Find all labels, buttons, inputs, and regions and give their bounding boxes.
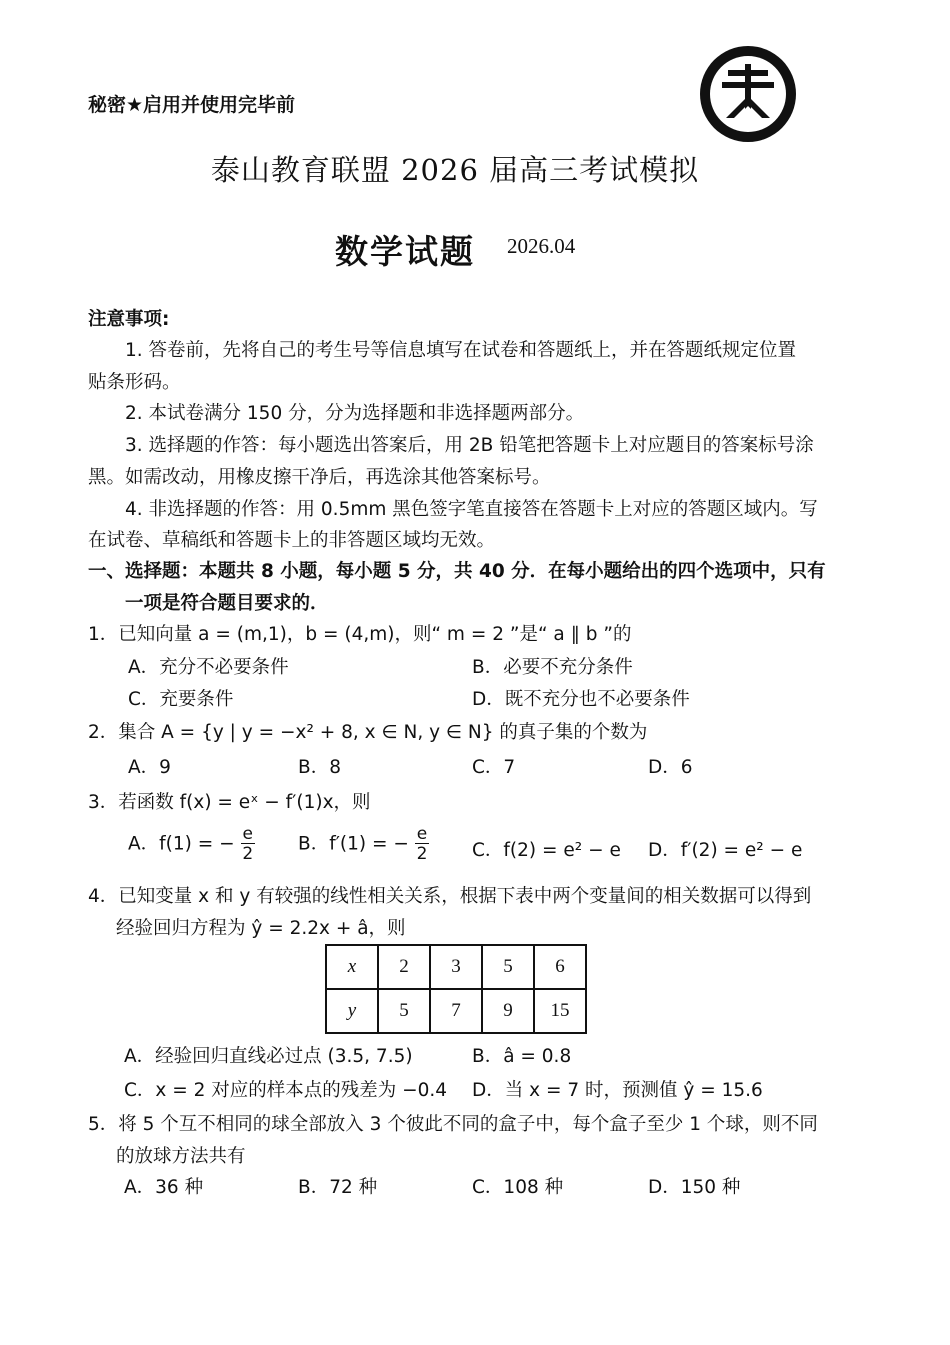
question-4-stem-line-1: 4．已知变量 x 和 y 有较强的线性相关关系，根据下表中两个变量间的相关数据可以得到 [88, 886, 812, 907]
fraction-numerator: e [416, 824, 428, 844]
notice-line-1: 1. 答卷前，先将自己的考生号等信息填写在试卷和答题纸上，并在答题纸规定位置 [125, 340, 797, 361]
question-3-option-b [298, 826, 429, 863]
question-5-option-a: A．36 种 [124, 1177, 204, 1198]
question-5-stem-line-2: 的放球方法共有 [116, 1146, 246, 1167]
exam-date: 2026.04 [507, 234, 576, 258]
fraction-denominator: 2 [416, 844, 428, 864]
notice-heading: 注意事项: [88, 309, 170, 330]
table-cell: 2 [378, 945, 430, 989]
question-5-option-b: B．72 种 [298, 1177, 378, 1198]
fraction-numerator: e [242, 824, 253, 844]
subject-title: 数学试题 [335, 232, 475, 271]
question-4-option-c: C．x = 2 对应的样本点的残差为 −0.4 [124, 1080, 448, 1101]
exam-title: 泰山教育联盟 2026 届高三考试模拟 [210, 153, 700, 187]
fraction-denominator: 2 [242, 844, 254, 864]
question-5-option-d: D．150 种 [648, 1177, 741, 1198]
table-header-y: y [326, 989, 378, 1033]
question-2-option-d: D．6 [648, 757, 693, 778]
question-4-stem-line-2: 经验回归方程为 ŷ = 2.2x + â，则 [116, 918, 406, 939]
question-1-option-a: A．充分不必要条件 [128, 657, 289, 678]
table-cell: 5 [378, 989, 430, 1033]
notice-line-6: 4. 非选择题的作答：用 0.5mm 黑色签字笔直接答在答题卡上对应的答题区域内。写 [125, 499, 818, 520]
table-cell: 6 [534, 945, 586, 989]
notice-line-5: 黑。如需改动，用橡皮擦干净后，再选涂其他答案标号。 [88, 467, 551, 488]
section-heading-line-1: 一、选择题：本题共 8 小题，每小题 5 分，共 40 分．在每小题给出的四个选项中，只有 [88, 561, 826, 582]
question-5-stem-line-1: 5．将 5 个互不相同的球全部放入 3 个彼此不同的盒子中，每个盒子至少 1 个球，则不同 [88, 1114, 818, 1135]
fraction-e-over-2 [241, 826, 255, 863]
question-1-stem: 1．已知向量 a = (m,1)，b = (4,m)，则“ m = 2 ”是“ a ∥ b ”的 [88, 624, 632, 645]
fraction-e-over-2 [415, 826, 429, 863]
question-2-option-c: C．7 [472, 757, 516, 778]
data-table [325, 944, 587, 1034]
question-1-option-d: D．既不充分也不必要条件 [472, 689, 690, 710]
question-5-option-c: C．108 种 [472, 1177, 564, 1198]
notice-line-4: 3. 选择题的作答：每小题选出答案后，用 2B 铅笔把答题卡上对应题目的答案标号涂 [125, 435, 814, 456]
question-1-option-b: B．必要不充分条件 [472, 657, 633, 678]
question-2-stem: 2．集合 A = {y | y = −x² + 8, x ∈ N, y ∈ N} 的真子集的个数为 [88, 722, 648, 743]
notice-line-2: 贴条形码。 [88, 372, 181, 393]
confidential-label: 秘密★启用并使用完毕前 [88, 94, 296, 116]
notice-line-3: 2. 本试卷满分 150 分，分为选择题和非选择题两部分。 [125, 403, 585, 424]
question-2-option-a: A．9 [128, 757, 171, 778]
table-row-y [326, 989, 586, 1033]
section-heading-line-2: 一项是符合题目要求的． [125, 593, 329, 614]
question-1-option-c: C．充要条件 [128, 689, 234, 710]
question-3-option-c: C．f(2) = e² − e [472, 840, 621, 861]
notice-line-7: 在试卷、草稿纸和答题卡上的非答题区域均无效。 [88, 530, 496, 551]
table-header-x: x [326, 945, 378, 989]
question-3-stem: 3．若函数 f(x) = eˣ − f′(1)x，则 [88, 792, 371, 813]
question-3-option-a-text: A．f(1) = − [128, 833, 235, 855]
question-2-option-b: B．8 [298, 757, 341, 778]
school-seal-logo [698, 44, 798, 144]
table-cell: 9 [482, 989, 534, 1033]
question-3-option-b-text: B．f′(1) = − [298, 833, 409, 855]
table-cell: 3 [430, 945, 482, 989]
question-3-option-a [128, 826, 255, 863]
question-4-option-b: B．â = 0.8 [472, 1046, 572, 1067]
question-4-option-a: A．经验回归直线必过点 (3.5, 7.5) [124, 1046, 413, 1067]
question-3-option-d: D．f′(2) = e² − e [648, 840, 803, 861]
table-cell: 7 [430, 989, 482, 1033]
table-row-x [326, 945, 586, 989]
table-cell: 15 [534, 989, 586, 1033]
table-cell: 5 [482, 945, 534, 989]
question-4-option-d: D．当 x = 7 时，预测值 ŷ = 15.6 [472, 1080, 763, 1101]
